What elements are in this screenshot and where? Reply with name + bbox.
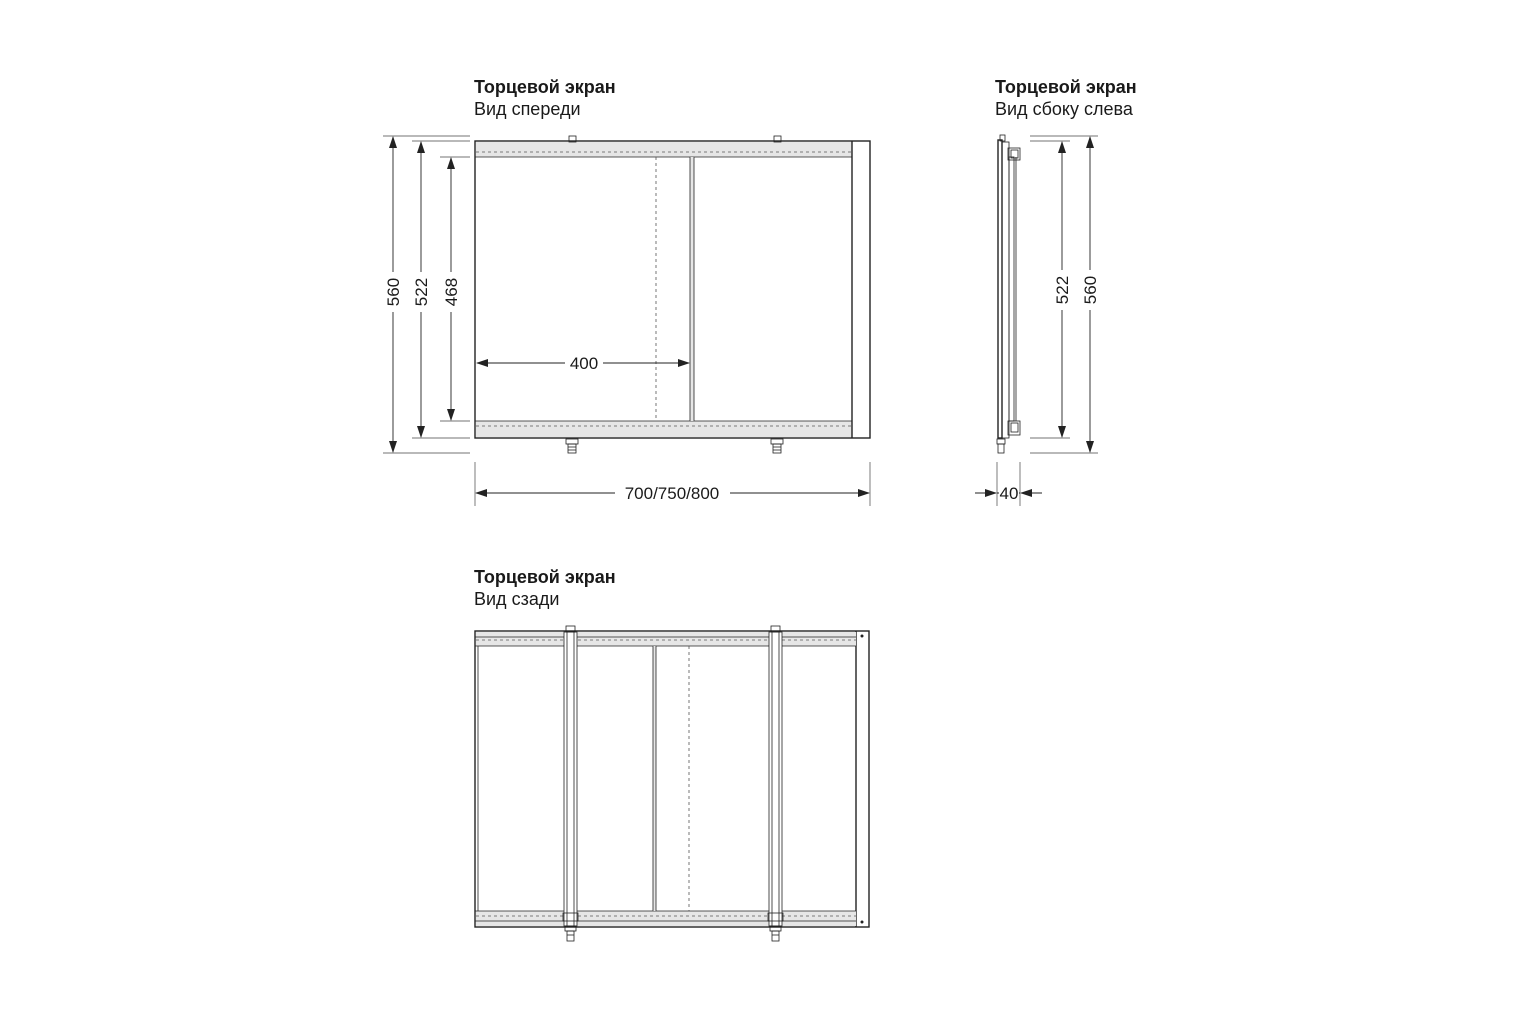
back-view-heading: Торцевой экран: [474, 567, 616, 587]
side-view-heading: Торцевой экран: [995, 77, 1137, 97]
front-adjustable-foot-right: [771, 439, 783, 453]
dim-front-560-label: 560: [384, 277, 403, 307]
dim-front-width-label: 700/750/800: [624, 484, 720, 503]
side-panel-edge: [998, 140, 1002, 438]
side-view-drawing: [975, 135, 1100, 506]
front-view-drawing: [383, 136, 870, 506]
back-view-drawing: [475, 626, 869, 941]
back-support-bar-right: [768, 626, 783, 941]
front-view-heading: Торцевой экран: [474, 77, 616, 97]
front-view-subtitle: Вид спереди: [474, 99, 581, 119]
dim-front-522-label: 522: [412, 277, 431, 307]
back-support-bar-left: [563, 626, 578, 941]
front-panel-divider: [690, 157, 694, 421]
back-panel-divider: [653, 646, 656, 911]
side-profile: [1002, 142, 1009, 438]
back-outer-frame: [475, 631, 869, 927]
dim-side-40-label: 40: [999, 484, 1019, 503]
front-adjustable-foot-left: [566, 439, 578, 453]
front-top-rail: [476, 142, 852, 157]
dim-side-560-label: 560: [1081, 275, 1100, 305]
back-bottom-rail: [476, 911, 856, 926]
side-adjustable-foot: [997, 439, 1005, 453]
dim-front-400-label: 400: [569, 354, 599, 373]
front-bottom-rail: [476, 421, 852, 437]
back-top-rail: [476, 632, 856, 646]
dim-side-522-label: 522: [1053, 275, 1072, 305]
side-view-subtitle: Вид сбоку слева: [995, 99, 1133, 119]
back-view-subtitle: Вид сзади: [474, 589, 560, 609]
front-outer-frame: [475, 141, 870, 438]
dim-front-468-label: 468: [442, 277, 461, 307]
